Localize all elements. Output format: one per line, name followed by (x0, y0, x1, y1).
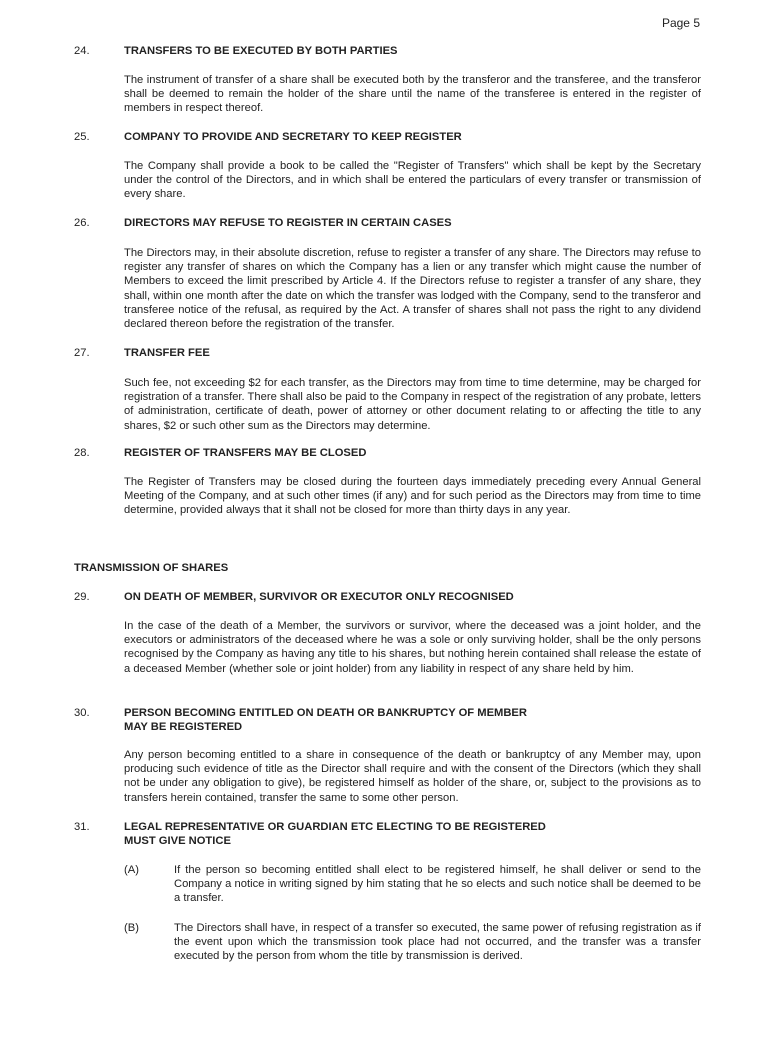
section-number: 30. (74, 707, 90, 719)
section-number: 28. (74, 447, 90, 459)
section-body-28: The Register of Transfers may be closed during the fourteen days immediately preceding every Annual General Meeting of the Company, and at such other times (if any) and for such period as the Directors may from time to time determine, provided always that it shall not be closed for more than thirty days in any year. (124, 476, 701, 517)
page-number: Page 5 (661, 16, 700, 30)
section-number: 27. (74, 347, 90, 359)
section-number: 24. (74, 45, 90, 57)
section-title: TRANSFERS TO BE EXECUTED BY BOTH PARTIES (124, 45, 398, 57)
section-body-25: The Company shall provide a book to be called the "Register of Transfers" which shall be kept by the Secretary under the control of the Directors, and in which shall be entered the particulars of every transfer or transmission of every share. (124, 160, 701, 201)
section-body-26: The Directors may, in their absolute discretion, refuse to register a transfer of any share. The Directors may refuse to register any transfer of shares on which the Company has a lien or any transfer which might cause the number of Members to exceed the limit prescribed by Article 4. If the Directors refuse to register a transfer of any share, they shall, within one month after the date on which the transfer was lodged with the Company, send to the transferor and transferee notice of the refusal, as required by the Act. A transfer of shares shall not pass the right to any dividend declared thereon before the registration of the transfer. (124, 247, 701, 331)
sub-item-label-a: (A) (124, 864, 139, 876)
section-title-line: LEGAL REPRESENTATIVE OR GUARDIAN ETC ELECTING TO BE REGISTERED (124, 821, 546, 833)
section-body-29: In the case of the death of a Member, the survivors or survivor, where the deceased was a joint holder, and the executors or administrators of the deceased where he was a sole or only surviving holder, shall be the only persons recognised by the Company as having any title to his shares, but nothing herein contained shall release the estate of a deceased Member (whether sole or joint holder) from any liability in respect of any share held by him. (124, 620, 701, 675)
section-body-30: Any person becoming entitled to a share in consequence of the death or bankruptcy of any Member may, upon producing such evidence of title as the Director shall require and with the consent of the Directors (which they shall not be under any obligation to give), be registered himself as holder of the share, or, subject to the provisions as to transfers herein contained, transfer the same to some other person. (124, 749, 701, 804)
section-title-line: MUST GIVE NOTICE (124, 835, 231, 848)
sub-item-text-b: The Directors shall have, in respect of a transfer so executed, the same power of refusing registration as if the event upon which the transmission took place had not occurred, and the transfer was a transfer executed by the person from whom the title by transmission is derived. (174, 922, 701, 963)
section-title: REGISTER OF TRANSFERS MAY BE CLOSED (124, 447, 367, 459)
section-title: ON DEATH OF MEMBER, SURVIVOR OR EXECUTOR ONLY RECOGNISED (124, 591, 514, 603)
section-title (124, 820, 714, 848)
section-title: TRANSFER FEE (124, 347, 210, 359)
section-number: 25. (74, 131, 90, 143)
section-title: DIRECTORS MAY REFUSE TO REGISTER IN CERTAIN CASES (124, 217, 452, 229)
section-title (124, 706, 714, 734)
section-body-27: Such fee, not exceeding $2 for each transfer, as the Directors may from time to time determine, may be charged for registration of a transfer. There shall also be paid to the Company in respect of the registration of any probate, letters of administration, certificate of death, power of attorney or other document relating to or affecting the title to any shares, $2 or such other sum as the Directors may determine. (124, 377, 701, 432)
section-title: COMPANY TO PROVIDE AND SECRETARY TO KEEP REGISTER (124, 131, 462, 143)
section-title-line: PERSON BECOMING ENTITLED ON DEATH OR BANKRUPTCY OF MEMBER (124, 707, 527, 719)
part-heading: TRANSMISSION OF SHARES (74, 562, 229, 574)
sub-item-text-a: If the person so becoming entitled shall elect to be registered himself, he shall deliver or send to the Company a notice in writing signed by him stating that he so elects and such notice shall be deemed to be a transfer. (174, 864, 701, 905)
sub-item-label-b: (B) (124, 922, 139, 934)
section-number: 31. (74, 821, 90, 833)
section-number: 26. (74, 217, 90, 229)
section-number: 29. (74, 591, 90, 603)
section-title-line: MAY BE REGISTERED (124, 721, 243, 734)
section-body-24: The instrument of transfer of a share shall be executed both by the transferor and the transferee, and the transferor shall be deemed to remain the holder of the share until the name of the transferee is entered in the register of members in respect thereof. (124, 74, 701, 115)
